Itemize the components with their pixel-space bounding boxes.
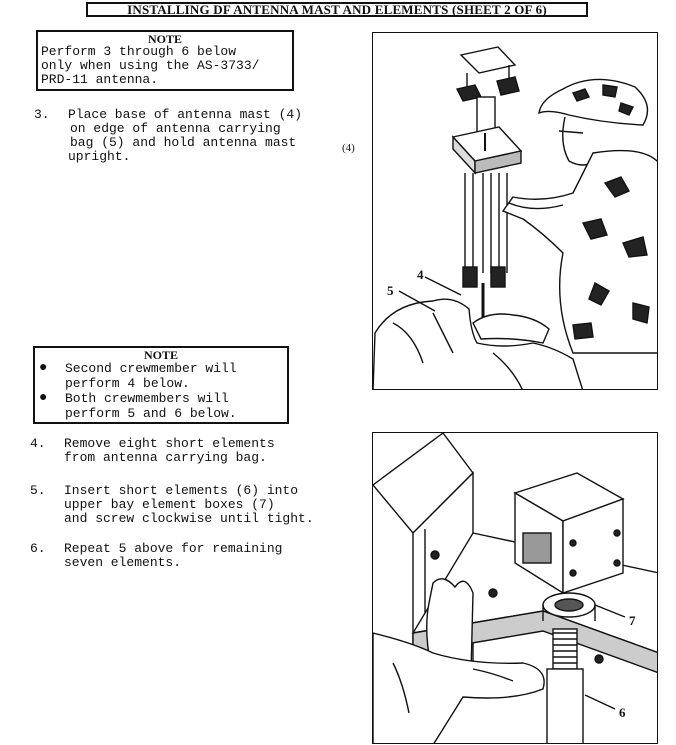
step-line: Remove eight short elements: [64, 436, 275, 451]
step-number: 4.: [30, 436, 46, 451]
label-5: 5: [387, 283, 394, 298]
note-heading: NOTE: [143, 348, 178, 362]
note-heading: NOTE: [147, 32, 182, 46]
step-line: from antenna carrying bag.: [64, 450, 267, 465]
step-number: 6.: [30, 541, 46, 556]
step-line: Place base of antenna mast (4): [68, 107, 303, 122]
note-line: Second crewmember will: [65, 361, 237, 376]
figure-2-drawing: [373, 433, 658, 744]
step-line: upright.: [68, 149, 131, 164]
step-number: 3.: [34, 107, 50, 122]
step-6: [30, 542, 360, 570]
step-line: upper bay element boxes (7): [64, 497, 275, 512]
note-bullet: [35, 361, 287, 391]
note-line: PRD-11 antenna.: [41, 72, 159, 87]
label-7: 7: [629, 613, 636, 628]
note-line: perform 5 and 6 below.: [65, 406, 237, 421]
figure-antenna-mast: [372, 32, 658, 390]
step-4: [30, 437, 360, 465]
step-number: 5.: [30, 483, 46, 498]
note-box-1: [36, 30, 294, 91]
step-line: and screw clockwise until tight.: [64, 511, 314, 526]
bullet-dot-icon: ●: [39, 390, 48, 406]
bullet-dot-icon: ●: [39, 360, 48, 376]
step-line: seven elements.: [64, 555, 182, 570]
step-line: Insert short elements (6) into: [64, 483, 299, 498]
step-3: [34, 108, 364, 164]
page-title: INSTALLING DF ANTENNA MAST AND ELEMENTS (SHEET 2 OF 6): [86, 2, 588, 17]
note-box-2: [33, 346, 289, 424]
note-line: Perform 3 through 6 below: [41, 44, 237, 59]
figure-1-drawing: [373, 33, 658, 390]
step-line: on edge of antenna carrying: [70, 121, 281, 136]
label-6: 6: [619, 705, 626, 720]
callout-4: (4): [342, 142, 355, 154]
figure-element-box: [372, 432, 658, 744]
note-bullet: [35, 391, 287, 421]
note-line: perform 4 below.: [65, 376, 190, 391]
step-line: Repeat 5 above for remaining: [64, 541, 283, 556]
label-4: 4: [417, 267, 424, 282]
step-line: bag (5) and hold antenna mast: [70, 135, 297, 150]
note-line: Both crewmembers will: [65, 391, 229, 406]
note-line: only when using the AS-3733/: [41, 58, 260, 73]
step-5: [30, 484, 366, 526]
